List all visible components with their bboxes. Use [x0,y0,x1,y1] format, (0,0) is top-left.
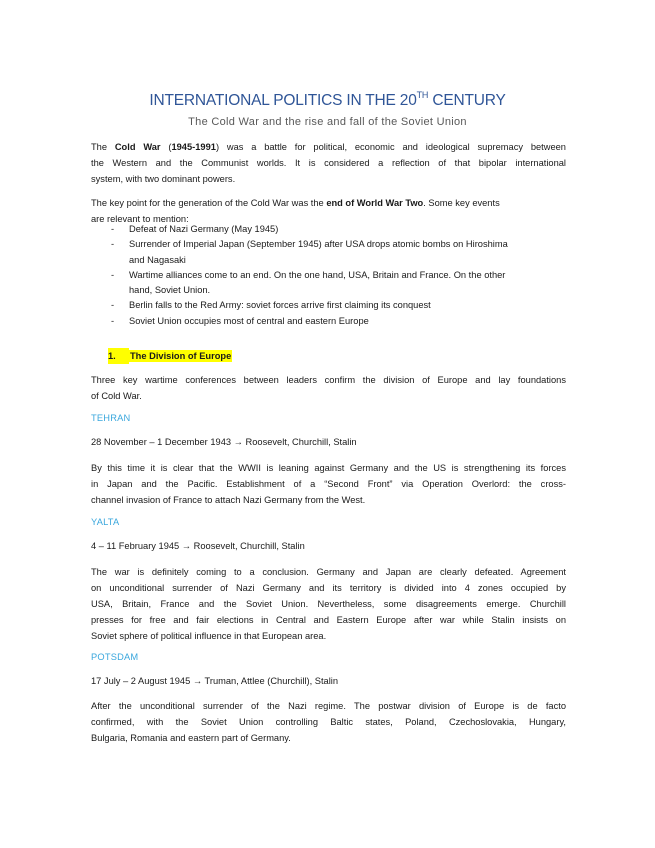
page-subtitle: The Cold War and the rise and fall of the Soviet Union [188,116,467,128]
yalta-label: YALTA [91,517,120,527]
list-item: - Soviet Union occupies most of central and eastern Europe [111,315,369,326]
tehran-date: 28 November – 1 December 1943 → Roosevelt, Churchill, Stalin [91,437,357,447]
yalta-paragraph: The war is definitely coming to a conclusion. Germany and Japan are clearly defeated. Agreement on unconditional surrender of Nazi Germany and its territory is divided into 4 zones occupied by USA, Britain, France and the Soviet Union. Nevertheless, some disagreements emerge. Churchill presses for free and fair elections in Central and Eastern Europe after war while Stalin insists on Soviet sphere of political influence in that European area. [91,567,566,641]
list-item: - Surrender of Imperial Japan (September 1945) after USA drops atomic bombs on Hiroshima and Nagasaki [111,239,508,265]
section-heading-division: 1. The Division of Europe [108,348,232,364]
division-paragraph: Three key wartime conferences between leaders confirm the division of Europe and lay foundations of Cold War. [91,375,566,401]
tehran-label: TEHRAN [91,413,131,423]
potsdam-date: 17 July – 2 August 1945 → Truman, Attlee (Churchill), Stalin [91,676,339,686]
keypoint-paragraph: The key point for the generation of the Cold War was the end of World War Two. Some key events are relevant to mention: [91,198,500,224]
potsdam-paragraph: After the unconditional surrender of the Nazi regime. The postwar division of Europe is de facto confirmed, with the Soviet Union controlling Baltic states, Poland, Czechoslovakia, Hungary, Bulgaria, Romania and eastern part of Germany. [91,701,566,743]
tehran-paragraph: By this time it is clear that the WWII is leaning against Germany and the US is strengthening its forces in Japan and the Pacific. Establishment of a “Second Front” via Operation Overlord: the cross- channel invasion of France to attach Nazi Germany from the West. [91,463,566,505]
potsdam-label: POTSDAM [91,652,139,662]
key-events-list [91,222,566,329]
page-title: INTERNATIONAL POLITICS IN THE 20TH CENTURY [149,90,506,109]
intro-paragraph: The Cold War (1945-1991) was a battle for political, economic and ideological supremacy between the Western and the Communist worlds. It is considered a reflection of that bipolar international system, with two dominant powers. [91,142,566,184]
list-item: - Berlin falls to the Red Army: soviet forces arrive first claiming its conquest [111,300,431,311]
yalta-date: 4 – 11 February 1945 → Roosevelt, Churchill, Stalin [91,541,305,551]
list-item: - Defeat of Nazi Germany (May 1945) [111,224,279,234]
list-item: - Wartime alliances come to an end. On the one hand, USA, Britain and France. On the other hand, Soviet Union. [111,269,506,296]
